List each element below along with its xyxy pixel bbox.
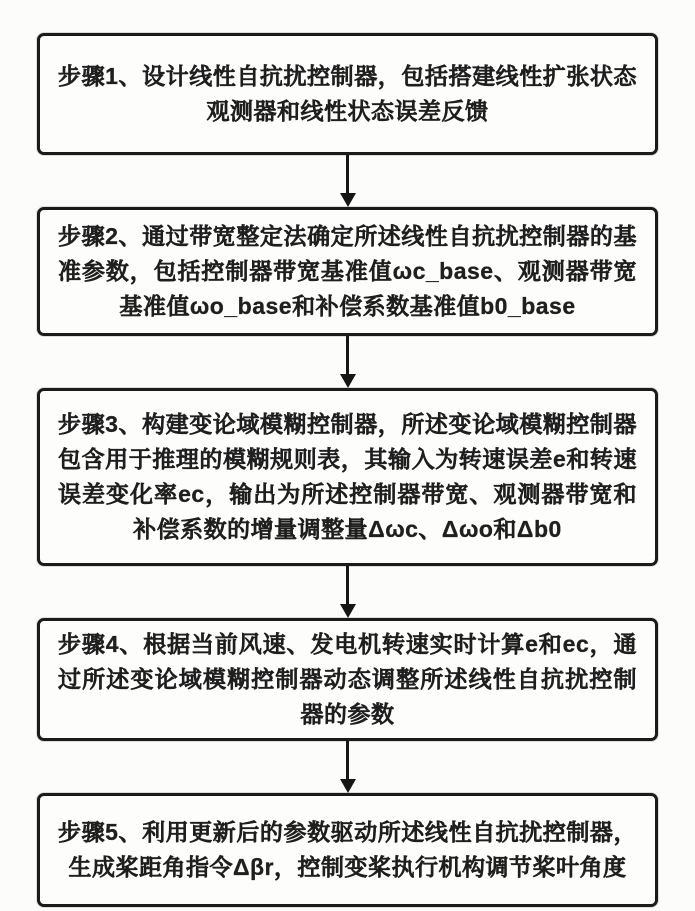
arrow-head-icon (340, 193, 356, 207)
flow-step-3 (37, 388, 658, 566)
flow-step-2 (37, 207, 658, 336)
down-arrow-4 (340, 741, 356, 793)
flow-step-1 (37, 33, 658, 155)
arrow-stem (346, 155, 349, 194)
flow-step-5 (37, 793, 658, 907)
flow-step-3-text: 步骤3、构建变论域模糊控制器，所述变论域模糊控制器包含用于推理的模糊规则表，其输入为转速误差e和转速误差变化率ec，输出为所述控制器带宽、观测器带宽和补偿系数的增量调整量Δωc、Δωo和Δb0 (58, 411, 637, 542)
flowchart (37, 33, 658, 907)
flow-step-5-text: 步骤5、利用更新后的参数驱动所述线性自抗扰控制器，生成桨距角指令Δβr，控制变桨执行机构调节桨叶角度 (58, 819, 637, 880)
arrow-head-icon (340, 779, 356, 793)
arrow-stem (346, 741, 349, 780)
flow-step-4 (37, 618, 658, 741)
down-arrow-2 (340, 336, 356, 388)
arrow-head-icon (340, 374, 356, 388)
down-arrow-3 (340, 566, 356, 618)
down-arrow-1 (340, 155, 356, 207)
flow-step-1-text: 步骤1、设计线性自抗扰控制器，包括搭建线性扩张状态观测器和线性状态误差反馈 (58, 63, 637, 124)
flow-step-2-text: 步骤2、通过带宽整定法确定所述线性自抗扰控制器的基准参数，包括控制器带宽基准值ωc_base、观测器带宽基准值ωo_base和补偿系数基准值b0_base (58, 223, 637, 319)
arrow-head-icon (340, 604, 356, 618)
flow-step-4-text: 步骤4、根据当前风速、发电机转速实时计算e和ec，通过所述变论域模糊控制器动态调整所述线性自抗扰控制器的参数 (58, 631, 637, 727)
arrow-stem (346, 566, 349, 605)
arrow-stem (346, 336, 349, 375)
